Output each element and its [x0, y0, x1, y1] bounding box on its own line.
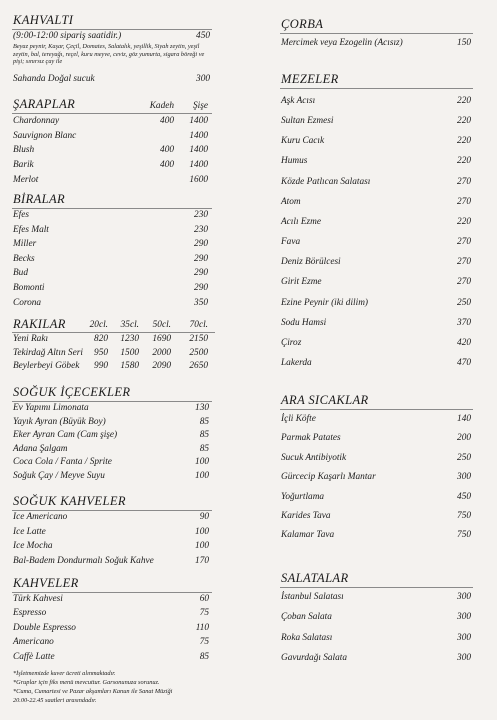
meze-name: Aşk Acısı	[281, 96, 316, 106]
corba-rule	[280, 33, 473, 34]
meze-price: 470	[457, 357, 471, 368]
raki-price: 1690	[152, 334, 171, 344]
meze-price: 370	[457, 317, 471, 328]
soguk-icecekler-rule	[12, 401, 212, 402]
cold-drink-name: Yayık Ayran (Büyük Boy)	[13, 416, 106, 427]
salad-name: İstanbul Salatası	[281, 592, 344, 602]
raki-price: 1500	[120, 347, 139, 358]
meze-price: 270	[457, 176, 471, 187]
raki-name: Tekirdağ Altın Seri	[13, 347, 83, 358]
soup-price: 150	[457, 38, 471, 48]
salad-name: Gavurdağı Salata	[281, 653, 348, 664]
rakilar-heading: RAKILAR	[13, 317, 66, 331]
meze-price: 270	[457, 257, 471, 268]
raki-name: Beylerbeyi Göbek	[13, 361, 80, 372]
warm-starter-price: 450	[457, 491, 471, 502]
cold-drink-price: 100	[195, 457, 209, 468]
wine-name: Barik	[13, 160, 34, 171]
meze-name: Ezine Peynir (iki dilim)	[281, 297, 369, 308]
coffee-name: Espresso	[13, 608, 47, 619]
footer-note: *Gruplar için fiks menü mevcuttur. Garsonunuza sorunuz.	[13, 679, 160, 686]
meze-name: Fava	[281, 237, 301, 248]
warm-starter-name: İçli Köfte	[281, 414, 316, 424]
raki-price: 2650	[189, 361, 208, 372]
meze-price: 220	[457, 136, 471, 147]
raki-price: 2090	[152, 361, 171, 372]
cold-drink-name: Soğuk Çay / Meyve Suyu	[13, 471, 105, 481]
wine-glass-price: 400	[160, 160, 174, 171]
meze-name: Atom	[281, 196, 301, 207]
footer-note: *İşletmemizde kuver ücreti alınmaktadır.	[13, 670, 116, 677]
warm-starter-price: 250	[457, 452, 471, 463]
corba-heading: ÇORBA	[281, 17, 324, 31]
raki-price: 2500	[189, 347, 208, 358]
cold-coffee-price: 170	[195, 555, 209, 566]
beer-name: Efes	[13, 210, 30, 220]
beer-price: 290	[194, 283, 208, 293]
warm-starter-name: Parmak Patates	[281, 433, 341, 444]
warm-starter-name: Karides Tava	[281, 511, 331, 521]
beer-name: Bomonti	[13, 283, 45, 293]
beer-name: Becks	[13, 253, 35, 264]
raki-price: 950	[94, 347, 108, 358]
kahveler-rule	[12, 592, 212, 593]
meze-name: Deniz Börülcesi	[281, 257, 341, 268]
warm-starter-price: 140	[457, 414, 471, 424]
biralar-heading: BİRALAR	[13, 192, 66, 206]
right-column	[280, 0, 475, 720]
beer-price: 290	[194, 253, 208, 264]
raki-col-header: 50cl.	[152, 320, 171, 330]
salad-name: Roka Salatası	[281, 632, 333, 643]
cold-drink-price: 130	[195, 403, 209, 413]
salad-name: Çoban Salata	[281, 612, 332, 623]
meze-price: 270	[457, 277, 471, 288]
cold-coffee-name: Bal-Badem Dondurmalı Soğuk Kahve	[13, 555, 154, 566]
meze-price: 250	[457, 297, 471, 308]
wine-bottle-price: 1400	[189, 130, 208, 141]
beer-price: 290	[194, 239, 208, 250]
cold-drink-name: Ev Yapımı Limonata	[13, 403, 89, 413]
beer-name: Corona	[13, 297, 42, 308]
meze-name: Acılı Ezme	[281, 216, 322, 227]
left-column	[12, 0, 212, 720]
soguk-kahveler-heading: SOĞUK KAHVELER	[13, 494, 126, 508]
meze-name: Lakerda	[281, 357, 312, 368]
salatalar-heading: SALATALAR	[281, 571, 349, 585]
cold-drink-name: Eker Ayran Cam (Cam şişe)	[13, 430, 118, 441]
cold-drink-price: 85	[199, 443, 209, 454]
biralar-rule	[12, 208, 212, 209]
beer-name: Efes Malt	[13, 224, 49, 235]
ara-sicaklar-heading: ARA SICAKLAR	[281, 393, 369, 407]
wine-name: Merlot	[13, 174, 39, 185]
rakilar-rule	[12, 332, 215, 333]
coffee-price: 75	[199, 608, 209, 619]
kahvalti-extra-price: 300	[196, 74, 210, 84]
wine-glass-price: 400	[160, 116, 174, 126]
raki-col-header: 35cl.	[120, 320, 139, 330]
coffee-name: Türk Kahvesi	[13, 594, 63, 604]
saraplar-heading: ŞARAPLAR	[13, 97, 76, 111]
warm-starter-name: Yoğurtlama	[281, 491, 325, 502]
warm-starter-price: 300	[457, 472, 471, 483]
meze-price: 220	[457, 96, 471, 106]
cold-coffee-name: Ice Mocha	[13, 541, 53, 552]
warm-starter-price: 750	[457, 511, 471, 521]
cold-coffee-name: Ice Latte	[13, 526, 46, 537]
wine-bottle-price: 1400	[189, 116, 208, 126]
soguk-icecekler-heading: SOĞUK İÇECEKLER	[13, 385, 131, 399]
raki-col-header: 70cl.	[189, 320, 208, 330]
cold-drink-name: Coca Cola / Fanta / Sprite	[13, 457, 112, 468]
wine-name: Chardonnay	[13, 116, 60, 126]
cold-coffee-name: Ice Americano	[13, 512, 68, 522]
raki-price: 990	[94, 361, 108, 372]
kahveler-heading: KAHVELER	[13, 576, 79, 590]
warm-starter-name: Gürcecip Kaşarlı Mantar	[281, 472, 376, 483]
meze-name: Çiroz	[281, 337, 302, 348]
salatalar-rule	[280, 587, 473, 588]
coffee-name: Americano	[13, 637, 54, 648]
salad-price: 300	[457, 653, 471, 664]
cold-coffee-price: 100	[195, 526, 209, 537]
raki-col-header: 20cl.	[89, 320, 108, 330]
coffee-name: Caffè Latte	[13, 651, 55, 662]
beer-name: Bud	[13, 268, 28, 279]
cold-drink-price: 100	[195, 471, 209, 481]
saraplar-col-kadeh: Kadeh	[149, 101, 174, 111]
kahvalti-heading: KAHVALTI	[13, 13, 74, 27]
mezeler-rule	[280, 88, 473, 89]
warm-starter-price: 750	[457, 530, 471, 541]
kahvalti-extra-name: Sahanda Doğal sucuk	[13, 74, 95, 84]
meze-price: 270	[457, 237, 471, 248]
coffee-price: 60	[199, 594, 209, 604]
footer-note: *Cuma, Cumartesi ve Pazar akşamları Kanun ile Sanat Müziği	[13, 688, 173, 695]
meze-name: Humus	[281, 156, 308, 167]
kahvalti-rule	[12, 29, 212, 30]
saraplar-rule	[12, 113, 212, 114]
raki-price: 2150	[189, 334, 208, 344]
soup-name: Mercimek veya Ezogelin (Acısız)	[281, 38, 403, 48]
wine-bottle-price: 1600	[189, 174, 208, 185]
cold-drink-price: 85	[199, 430, 209, 441]
raki-price: 1580	[120, 361, 139, 372]
warm-starter-price: 200	[457, 433, 471, 444]
wine-bottle-price: 1400	[189, 145, 208, 156]
kahvalti-subtitle: (9:00-12:00 sipariş saatidir.)	[13, 31, 122, 41]
raki-price: 2000	[152, 347, 171, 358]
meze-name: Kuru Cacık	[281, 136, 325, 147]
mezeler-heading: MEZELER	[281, 72, 339, 86]
raki-name: Yeni Rakı	[13, 334, 49, 344]
meze-price: 220	[457, 216, 471, 227]
meze-price: 420	[457, 337, 471, 348]
meze-price: 270	[457, 196, 471, 207]
soguk-kahveler-rule	[12, 510, 212, 511]
footer-note: 20.00-22.45 saatleri arasındadır.	[13, 697, 97, 704]
salad-price: 300	[457, 632, 471, 643]
cold-coffee-price: 100	[195, 541, 209, 552]
meze-name: Sultan Ezmesi	[281, 116, 334, 127]
wine-name: Sauvignon Blanc	[13, 130, 77, 141]
beer-price: 290	[194, 268, 208, 279]
raki-price: 820	[94, 334, 108, 344]
coffee-price: 110	[195, 622, 209, 633]
cold-drink-price: 85	[199, 416, 209, 427]
beer-price: 230	[194, 224, 208, 235]
meze-name: Sodu Hamsi	[281, 317, 327, 328]
coffee-price: 75	[199, 637, 209, 648]
wine-name: Blush	[13, 145, 35, 156]
meze-price: 220	[457, 116, 471, 127]
wine-glass-price: 400	[160, 145, 174, 156]
beer-price: 230	[194, 210, 208, 220]
salad-price: 300	[457, 592, 471, 602]
cold-drink-name: Adana Şalgam	[13, 443, 68, 454]
raki-price: 1230	[120, 334, 139, 344]
ara-sicaklar-rule	[280, 409, 473, 410]
beer-price: 350	[194, 297, 208, 308]
beer-name: Miller	[13, 239, 37, 250]
meze-price: 220	[457, 156, 471, 167]
salad-price: 300	[457, 612, 471, 623]
coffee-price: 85	[199, 651, 209, 662]
kahvalti-description: Beyaz peynir, Kaşar, Çeçil, Domates, Salatalık, yeşillik, Siyah zeytin, yeşil zeytin, bal, tereyağı, reçel, kuru meyve, ceviz, göz yumurta, sigara böreği ve pişi; sınırsız çay ile	[13, 43, 205, 66]
kahvalti-price: 450	[196, 31, 210, 41]
cold-coffee-price: 90	[199, 512, 209, 522]
warm-starter-name: Sucuk Antibiyotik	[281, 452, 347, 463]
meze-name: Girit Ezme	[281, 277, 322, 288]
meze-name: Közde Patlıcan Salatası	[281, 176, 371, 187]
saraplar-col-sise: Şişe	[193, 101, 208, 111]
warm-starter-name: Kalamar Tava	[281, 530, 335, 541]
coffee-name: Double Espresso	[13, 622, 76, 633]
wine-bottle-price: 1400	[189, 160, 208, 171]
